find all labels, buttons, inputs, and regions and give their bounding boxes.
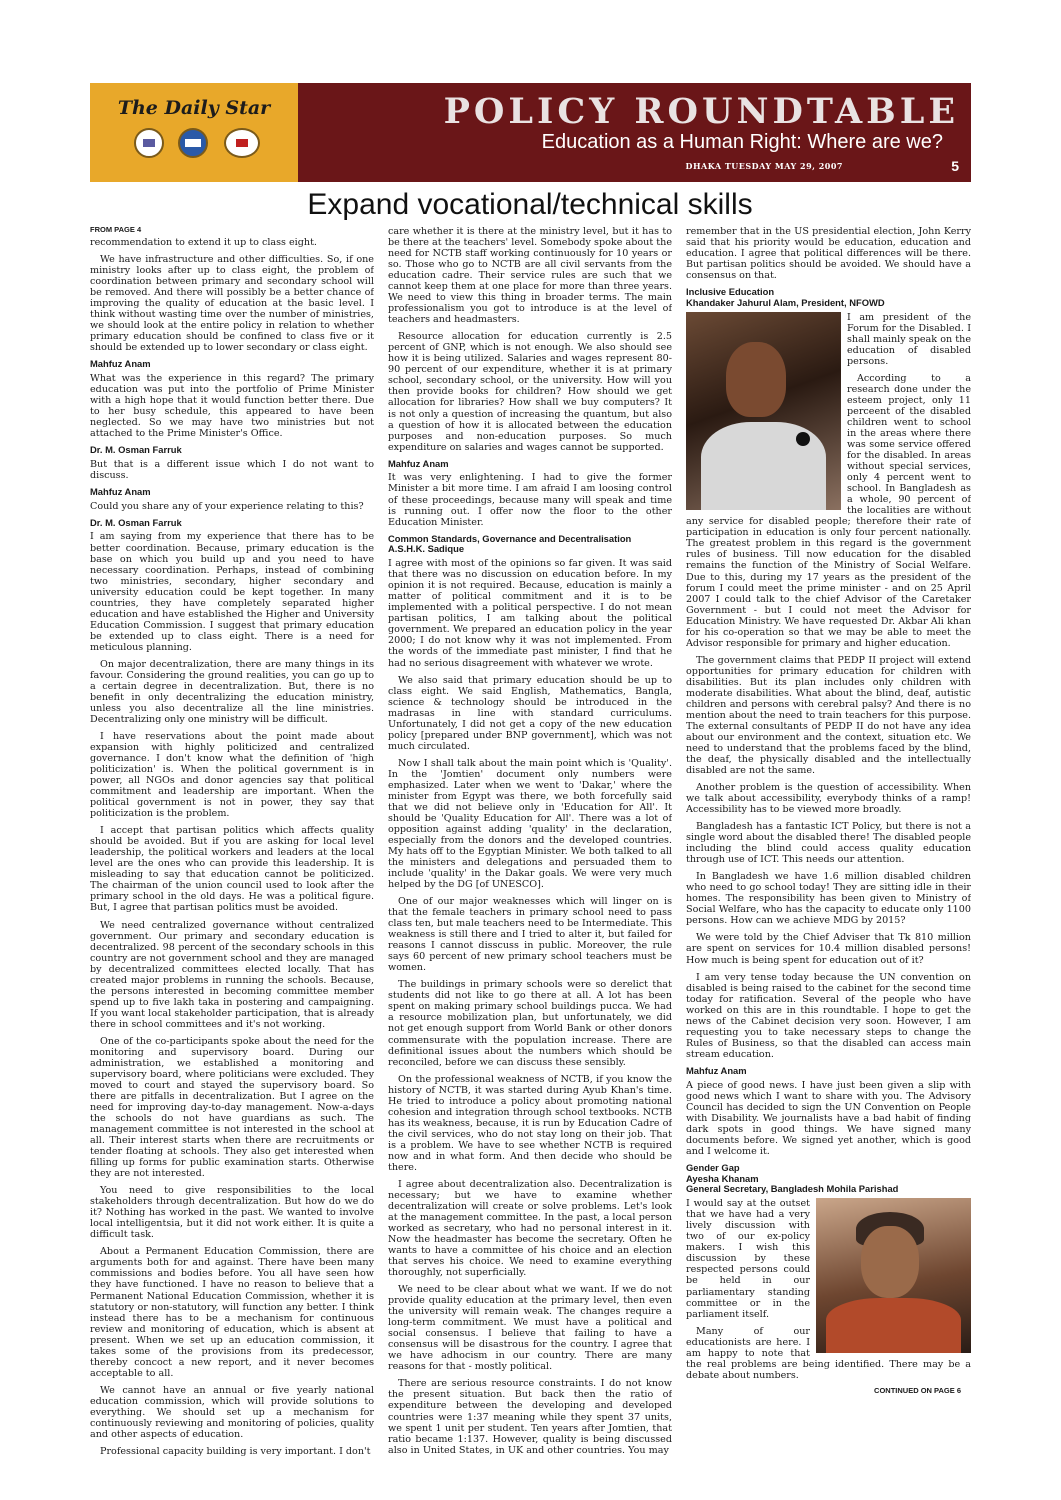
- paragraph: I am saying from my experience that there has to be better coordination. Because, primary education is the base on which you build up and you need to have necessary coordination. Perhaps, instead of combining two ministries, secondary, higher secondary and university education could be kept together. In many countries, they have completely separated higher education and have established the Higher and University Education Commission. I suggest that primary education be extended up to class eight. There is a need for meticulous planning.: [90, 531, 374, 653]
- speaker-name: Khandaker Jahurul Alam, President, NFOWD: [686, 296, 885, 308]
- speaker-name: Mahfuz Anam: [388, 457, 449, 469]
- paragraph: It was very enlightening. I had to give the former Minister a bit more time. I am afraid I am loosing control of these proceedings, because many will speak and time is running out. I offer now the floor to the other Education Minister.: [388, 472, 672, 528]
- jump-from-label: FROM PAGE 4: [90, 226, 142, 234]
- paragraph: recommendation to extend it up to class eight.: [90, 236, 317, 248]
- microphone-icon: [796, 432, 810, 446]
- paragraph: One of our major weaknesses which will linger on is that the female teachers in primary school need to pass class ten, but male teachers need to be Intermediate. This weakness is still there and I tried to alter it, but failed for reasons I cannot disscuss in public. Moreover, the rule says 60 percent of new primary school teachers must be women.: [388, 896, 672, 974]
- speaker-title: General Secretary, Bangladesh Mohila Parishad: [686, 1183, 899, 1195]
- paragraph: Resource allocation for education currently is 2.5 percent of GNP, which is not enough. We also should see how it is being utilized. Salaries and wages represent 80-90 percent of our expenditure, whether it is at primary school, secondary school, or the university. How will you then provide books for children? How should we get allocation for libraries? How shall we buy computers? It is not only a question of increasing the quantum, but also a question of how it is allocated between the education purposes and non-education purposes. So much expenditure on salaries and wages cannot be supported.: [388, 331, 672, 453]
- paragraph: What was the experience in this regard? The primary education was put into the portfolio of Prime Minister with a high hope that it would function better there. Due to her busy schedule, this appeared to have been neglected. So we may have two ministries but not attached to the Prime Minister's Office.: [90, 372, 374, 439]
- brand-panel: [90, 83, 298, 182]
- page-banner: [90, 83, 971, 182]
- paragraph: We need centralized governance without centralized government. Our primary and secondary education is decentralized. 98 percent of the secondary schools in this country are not government school and they are managed by decentralized committees elected locally. That has created major problems in running the schools. Because, the persons interested in becoming committee member spend up to five lakh taka in postering and campaigning. If you want local stakeholder participation, that is already there in school committees and it's not working.: [90, 919, 374, 1030]
- article-column-3: [686, 226, 971, 1466]
- paragraph: remember that in the US presidential election, John Kerry said that his priority would be education, education and education. I agree that political differences will be there. But partisan politics should be avoided. We should have a consensus on that.: [686, 226, 971, 282]
- brac-logo-icon: [224, 128, 260, 158]
- paragraph: On the professional weakness of NCTB, if you know the history of NCTB, it was started during Ayub Khan's time. He tried to introduce a policy about promoting national cohesion and integration through school textbooks. NCTB has its weakness, because, it is run by Education Cadre of the civil services, who do not stay long on their job. That is a problem. We have to see whether NCTB is required now and in what form. And then decide who should be there.: [388, 1073, 672, 1173]
- article-column-2: [388, 226, 672, 1466]
- paragraph: Now I shall talk about the main point which is 'Quality'. In the 'Jomtien' document only numbers were emphasized. Later when we went to 'Dakar,' where the minister from Egypt was there, we both forcefully said that we did not believe only in 'Education for All'. It should be 'Quality Education for All'. There was a lot of opposition against adding 'quality' in the declaration, especially from the donors and the developed countries. My hats off to the Egyptian Minister. We both talked to all the ministers and delegations and persuaded them to include 'quality' in the Dakar goals. We were very much helped by the DG [of UNESCO].: [388, 757, 672, 891]
- paragraph: One of the co-participants spoke about the need for the monitoring and supervisory board. During our administration, we established a monitoring and supervisory board, where politicians were excluded. They moved to court and stayed the supervisory board. So there are pitfalls in decentralization. But I agree on the need for improving day-to-day management. Now-a-days the schools do not have guardians as such. The management committee is not interested in the school at all. Their interest starts when there are recruitments or tender floating at schools. They also get interested when filling up forms for public examination starts. Otherwise they are not interested.: [90, 1035, 374, 1180]
- paragraph: care whether it is there at the ministry level, but it has to be there at the teachers' level. Somebody spoke about the need for NCTB staff working continuously for 10 years or so. Those who go to NCTB are all civil servants from the education cadre. Their service rules are such that we cannot keep them at one place for more than three years. We need to view this thing in broader terms. The main professionalism you got to introduce is at the level of teachers and headmasters.: [388, 226, 672, 326]
- paragraph: About a Permanent Education Commission, there are arguments both for and against. There have been many commissions and bodies before. You all have seen how they have functioned. I have no reason to believe that a Permanent National Education Commission, whether it is statutory or non-statutory, will function any better. I think instead there has to be a mechanism for continuous review and monitoring of education, which is absent at present. When we set up an education commission, it takes some of the provisions from its predecessor, thereby concoct a new report, and it never becomes acceptable to all.: [90, 1246, 374, 1379]
- masthead-logo: The Daily Star: [117, 97, 271, 119]
- article-column-1: [90, 226, 374, 1466]
- unesco-logo-icon: [178, 128, 208, 158]
- partner-seal-icon: [134, 128, 164, 158]
- speaker-photo: [686, 312, 841, 510]
- paragraph: I am president of the Forum for the Disabled. I shall mainly speak on the education of disabled persons.: [847, 311, 971, 367]
- paragraph: We also said that primary education should be up to class eight. We said English, Mathematics, Bangla, science & technology should be introduced in the madrasas in line with standard curriculums. Unfortunately, I did not get a copy of the new education policy [prepared under BNP government], which was not much circulated.: [388, 674, 672, 752]
- jump-to-label: CONTINUED ON PAGE 6: [874, 1385, 961, 1395]
- paragraph: The buildings in primary schools were so derelict that students did not like to go there at all. A lot has been spent on making primary school buildings pucca. We had a resource mobilization plan, but unfortunately, we did not get enough support from World Bank or other donors commensurate with the population increase. There are definitional issues about the numbers which should be reconciled, before we can discuss these sensibly.: [388, 979, 672, 1068]
- speaker-name: Mahfuz Anam: [90, 357, 151, 369]
- paragraph: Bangladesh has a fantastic ICT Policy, but there is not a single word about the disabled there! The disabled people including the blind could access quality education through use of ICT. This needs our attention.: [686, 821, 971, 866]
- section-subtitle: Education as a Human Right: Where are we?: [541, 131, 943, 153]
- paragraph: According to a research done under the esteem project, only 11 perceent of the disabled children went to school in the areas where there was some service offered for the disabled. In areas without special services, only 4 percent went to school. In Bangladesh as a whole, 90 percent of the localities are without any service for disabled people; therefore their rate of participation in education is only four percent nationally. The greatest problem in this regard is the government rules of business. Till now education for the disabled remains the function of the Ministry of Social Welfare. Due to this, during my 17 years as the president of the forum I could meet the prime minister - and on 25 April 2007 I could talk to the chief Advisor of the Caretaker Government - but I could not meet the Advisor for Education Ministry. We have requested Dr. Akbar Ali khan for his co-operation so that we may be able to meet the Advisor responsible for primary and higher education.: [686, 372, 971, 649]
- speaker-name: Mahfuz Anam: [686, 1064, 747, 1076]
- paragraph: A piece of good news. I have just been given a slip with good news which I want to share with you. The Advisory Council has decided to sign the UN Convention on People with Disability. We journalists have a bad habit of finding dark spots in good things. We have signed many documents before. We signed yet another, which is good and I welcome it.: [686, 1079, 971, 1157]
- paragraph: We were told by the Chief Adviser that Tk 810 million are spent on services for 10.4 million disabled persons! How much is being spent for education out of it?: [686, 932, 971, 966]
- title-bar: [298, 83, 971, 182]
- page-number: 5: [951, 158, 959, 174]
- speaker-photo: [816, 1198, 971, 1353]
- paragraph: We cannot have an annual or five yearly national education commission, which will provide solutions to everything. We should set up a mechanism for continuously reviewing and monitoring of policies, quality and other aspects of education.: [90, 1384, 374, 1440]
- paragraph: I would say at the outset that we have had a very lively discussion with two of our ex-policy makers. I wish this discussion by these respected persons could be held in our parliamentary standing committee or in the parliament itself.: [686, 1198, 810, 1320]
- subsection-heading: Gender Gap: [686, 1161, 740, 1173]
- paragraph: I agree about decentralization also. Decentralization is necessary; but we have to examine whether decentralization will create or solve problems. Let's look at the management committee. In the past, a local person worked as secretary, who had no personal interest in it. Now the headmaster has become the secretary. Often he wants to have a committee of his choice and an election that serves his choice. We need to examine everything thoroughly, not superficially.: [388, 1178, 672, 1279]
- paragraph: The government claims that PEDP II project will extend opportunities for primary education for children with disabilities. But its plan includes only children with moderate disabilities. What about the blind, deaf, autistic children and persons with cerebral palsy? And there is no mention about the need to train teachers for this purpose. The external consultants of PEDP II do not have any idea about our environment and the context, situation etc. We need to understand that the problems faced by the blind, the deaf, the physically disabled and the intellectually disabled are not the same.: [686, 654, 971, 777]
- dateline: DHAKA TUESDAY MAY 29, 2007: [685, 161, 843, 171]
- paragraph: I have reservations about the point made about expansion with highly politicized and centralized governance. I don't know what the definition of 'high politicization' is. When the political government is in power, all NGOs and donor agencies say that political commitment and leadership are important. When the political government is not in power, they say that politicization is the problem.: [90, 731, 374, 820]
- paragraph: On major decentralization, there are many things in its favour. Considering the ground realities, you can go up to a certain degree in decentralization. But, there is no benefit in only decentralizing the education ministry, unless you also decentralize all the line ministries. Decentralizing only one ministry will be difficult.: [90, 658, 374, 725]
- subsection-heading: Inclusive Education: [686, 286, 775, 298]
- paragraph: I am very tense today because the UN convention on disabled is being raised to the cabinet for the second time today for ratification. Several of the people who have worked on this are in this roundtable. I hope to get the news of the Cabinet decision very soon. However, I am requesting you to take necessary steps to change the Rules of Business, so that the disabled can access main stream education.: [686, 971, 971, 1060]
- paragraph: But that is a different issue which I do not want to discuss.: [90, 458, 374, 481]
- paragraph: I accept that partisan politics which affects quality should be avoided. But if you are asking for local level leadership, the political workers and leaders at the local level are the ones who can provide this leadership. It is misleading to say that education cannot be politicized. The chairman of the union council used to look after the primary school in the old days. He was a political figure. But, I agree that partisan politics must be avoided.: [90, 825, 374, 914]
- paragraph: Many of our educationists are here. I am happy to note that the real problems are being identified. There may be a debate about numbers.: [686, 1325, 971, 1381]
- paragraph: There are serious resource constraints. I do not know the present situation. But back then the ratio of expenditure between the developing and developed countries were 1:37 meaning while they spent 37 units, we spent 1 unit per student. Ten years after Jomtien, that ratio became 1:137. However, quality is being discussed also in United States, in UK and other countries. You may: [388, 1378, 672, 1456]
- speaker-name: Dr. M. Osman Farruk: [90, 443, 182, 455]
- headline: Expand vocational/technical skills: [307, 188, 753, 221]
- paragraph: In Bangladesh we have 1.6 million disabled children who need to go school today! They are sitting idle in their homes. The responsibility has been given to Ministry of Social Welfare, who has the capacity to educate only 1100 persons. How can we achieve MDG by 2015?: [686, 871, 971, 927]
- paragraph: I agree with most of the opinions so far given. It was said that there was no discussion on education before. In my opinion it is not required. Because, education is mainly a matter of political commitment and it is to be implemented with a political perspective. I do not mean partisan politics, I am talking about the political government. We prepared an education policy in the year 2000; I do not know why it was not implemented. From the words of the immediate past minister, I find that he had no serious disagreement with whatever we wrote.: [388, 558, 672, 669]
- speaker-name: A.S.H.K. Sadique: [388, 543, 465, 555]
- speaker-name: Ayesha Khanam: [686, 1172, 759, 1184]
- paragraph: Another problem is the question of accessibility. When we talk about accessibility, everybody thinks of a ramp! Accessibility has to be viewed more broadly.: [686, 782, 971, 816]
- paragraph: Professional capacity building is very important. I don't: [100, 1445, 371, 1457]
- speaker-name: Mahfuz Anam: [90, 485, 151, 497]
- paragraph: You need to give responsibilities to the local stakeholders through decentralization. But how do we do it? Nothing has worked in the past. We wanted to involve local intelligentsia, but it did not work either. It is quite a difficult task.: [90, 1185, 374, 1241]
- paragraph: We need to be clear about what we want. If we do not provide quality education at the primary level, then even the university will remain weak. The changes require a long-term commitment. We must have a political and social consensus. I believe that failing to have a consensus will be disastrous for the country. I agree that we have adhocism in our country. There are many reasons for that - mostly political.: [388, 1284, 672, 1373]
- paragraph: Could you share any of your experience relating to this?: [90, 500, 364, 512]
- section-title: POLICY ROUNDTABLE: [443, 91, 959, 132]
- speaker-name: Dr. M. Osman Farruk: [90, 516, 182, 528]
- subsection-heading: Common Standards, Governance and Decentralisation: [388, 532, 632, 544]
- paragraph: We have infrastructure and other difficulties. So, if one ministry looks after up to class eight, the problem of coordination between primary and secondary school will be removed. And there will possibly be a better chance of improving the quality of education at the basic level. I think without wasting time over the number of ministries, we should look at the entire policy in relation to whether primary education should be confined to class five or it should be extended up to lower secondary or class eight.: [90, 253, 374, 353]
